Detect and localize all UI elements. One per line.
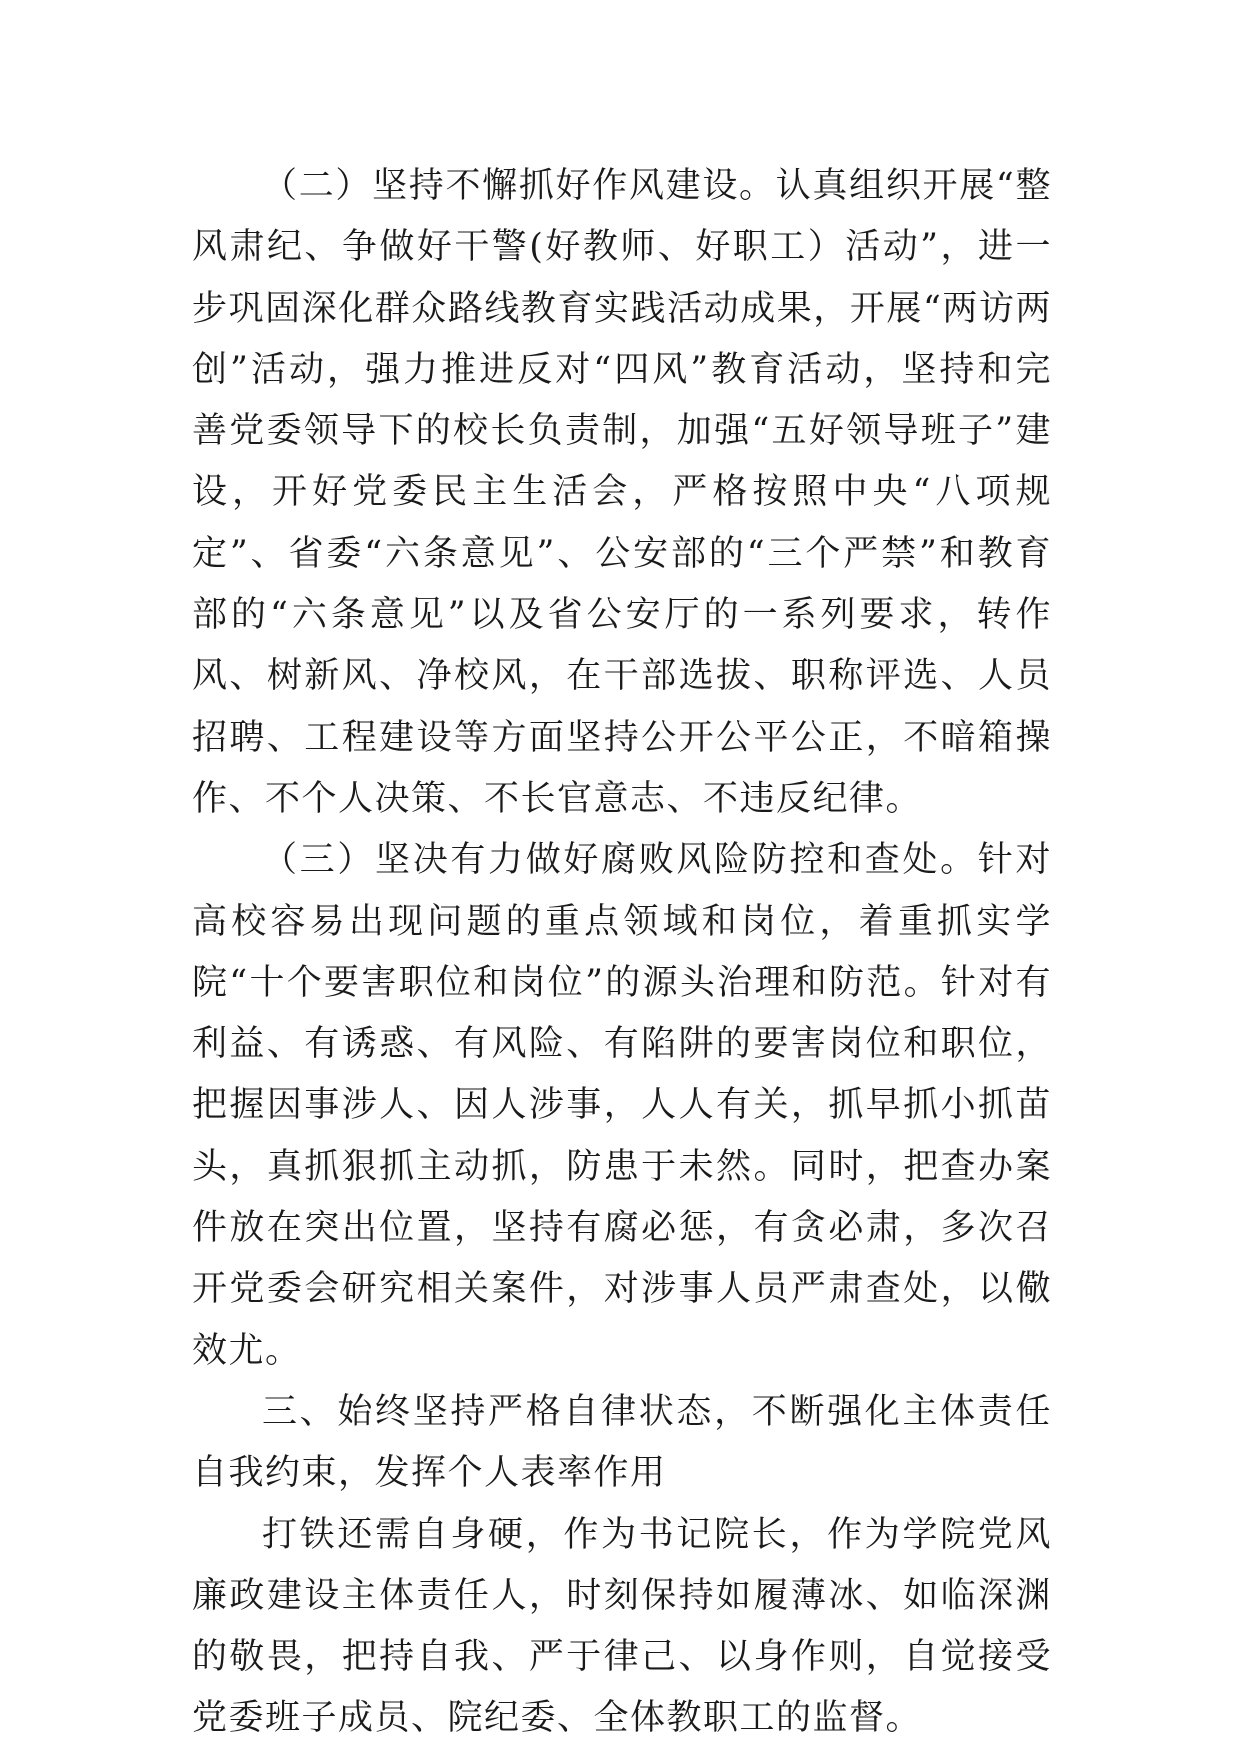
document-body bbox=[192, 156, 1052, 1750]
paragraph-corruption-risk: （三）坚决有力做好腐败风险防控和查处。针对高校容易出现问题的重点领域和岗位，着重抓实学院“十个要害职位和岗位”的源头治理和防范。针对有利益、有诱惑、有风险、有陷阱的要害岗位和职位，把握因事涉人、因人涉事，人人有关，抓早抓小抓苗头，真抓狠抓主动抓，防患于未然。同时，把查办案件放在突出位置，坚持有腐必惩，有贪必肃，多次召开党委会研究相关案件，对涉事人员严肃查处，以儆效尤。 bbox=[192, 840, 1052, 1371]
paragraph-self-discipline: 打铁还需自身硬，作为书记院长，作为学院党风廉政建设主体责任人，时刻保持如履薄冰、如临深渊的敬畏，把持自我、严于律己、以身作则，自觉接受党委班子成员、院纪委、全体教职工的监督。 bbox=[192, 1514, 1052, 1739]
section-heading-self-discipline: 三、始终坚持严格自律状态，不断强化主体责任自我约束，发挥个人表率作用 bbox=[192, 1391, 1052, 1494]
paragraph-work-style: （二）坚持不懈抓好作风建设。认真组织开展“整风肃纪、争做好干警(好教师、好职工）活动”，进一步巩固深化群众路线教育实践活动成果，开展“两访两创”活动，强力推进反对“四风”教育活动，坚持和完善党委领导下的校长负责制，加强“五好领导班子”建设，开好党委民主生活会，严格按照中央“八项规定”、省委“六条意见”、公安部的“三个严禁”和教育部的“六条意见”以及省公安厅的一系列要求，转作风、树新风、净校风，在干部选拔、职称评选、人员招聘、工程建设等方面坚持公开公平公正，不暗箱操作、不个人决策、不长官意志、不违反纪律。 bbox=[192, 166, 1052, 819]
